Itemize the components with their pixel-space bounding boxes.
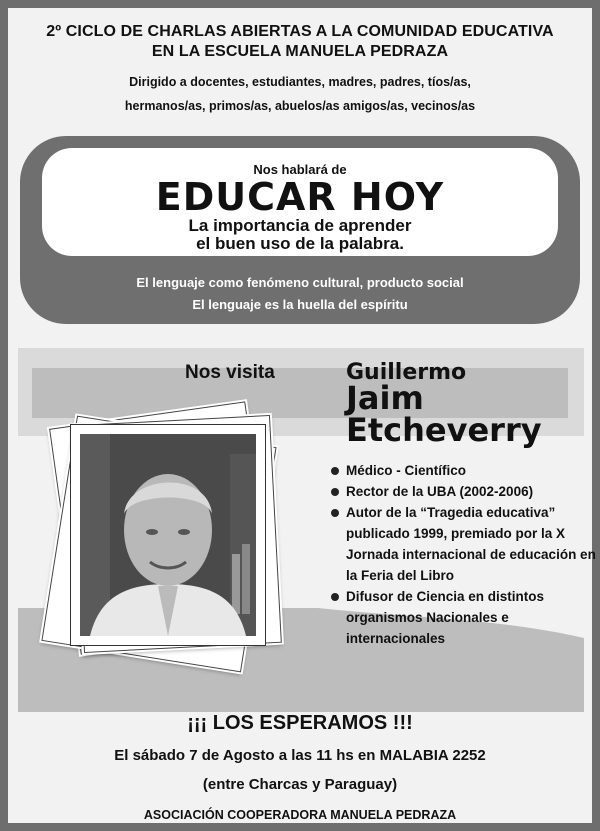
audience-line1: Dirigido a docentes, estudiantes, madres, padres, tíos/as, bbox=[129, 75, 471, 89]
talk-description bbox=[20, 272, 580, 316]
speaker-portrait-image bbox=[80, 434, 256, 636]
speaker-photo bbox=[70, 424, 266, 646]
credential-item: Médico - Científico bbox=[330, 460, 600, 481]
event-series-title-line1: 2º CICLO DE CHARLAS ABIERTAS A LA COMUNIDAD EDUCATIVA bbox=[46, 23, 554, 40]
callout: ¡¡¡ LOS ESPERAMOS !!! bbox=[187, 712, 413, 734]
talk-line2: El lenguaje es la huella del espíritu bbox=[192, 297, 408, 312]
event-cross-streets: (entre Charcas y Paraguay) bbox=[202, 776, 398, 793]
talk-title: EDUCAR HOY bbox=[155, 175, 445, 219]
speaker-credentials bbox=[330, 460, 600, 649]
speaker-middle-name: Jaim bbox=[346, 379, 424, 417]
event-details bbox=[8, 710, 592, 824]
credential-item: Autor de la “Tragedia educativa” publicado 1999, premiado por la X Jornada internacional de educación en la Feria del Libro bbox=[330, 502, 600, 586]
talk-line1: El lenguaje como fenómeno cultural, producto social bbox=[136, 275, 464, 290]
talk-title-box bbox=[42, 148, 558, 256]
audience-line2: hermanos/as, primos/as, abuelos/as amigos/as, vecinos/as bbox=[124, 99, 476, 113]
event-date-place: El sábado 7 de Agosto a las 11 hs en MALABIA 2252 bbox=[114, 747, 486, 764]
organizer: ASOCIACIÓN COOPERADORA MANUELA PEDRAZA bbox=[143, 808, 457, 822]
speaker-first-name: Guillermo bbox=[346, 360, 467, 385]
speaker-last-name: Etcheverry bbox=[346, 411, 542, 449]
talk-subtitle-line1: La importancia de aprender bbox=[188, 216, 412, 235]
talk-subtitle-line2: el buen uso de la palabra. bbox=[196, 234, 404, 253]
visit-label: Nos visita bbox=[185, 362, 275, 383]
speaker-photo-stack bbox=[38, 406, 298, 676]
talk-intro: Nos hablará de bbox=[253, 162, 347, 177]
event-series-title-line2: EN LA ESCUELA MANUELA PEDRAZA bbox=[151, 43, 449, 60]
header bbox=[8, 22, 592, 118]
credential-item: Difusor de Ciencia en distintos organismos Nacionales e internacionales bbox=[330, 586, 600, 649]
credential-item: Rector de la UBA (2002-2006) bbox=[330, 481, 600, 502]
talk-banner bbox=[20, 136, 580, 324]
